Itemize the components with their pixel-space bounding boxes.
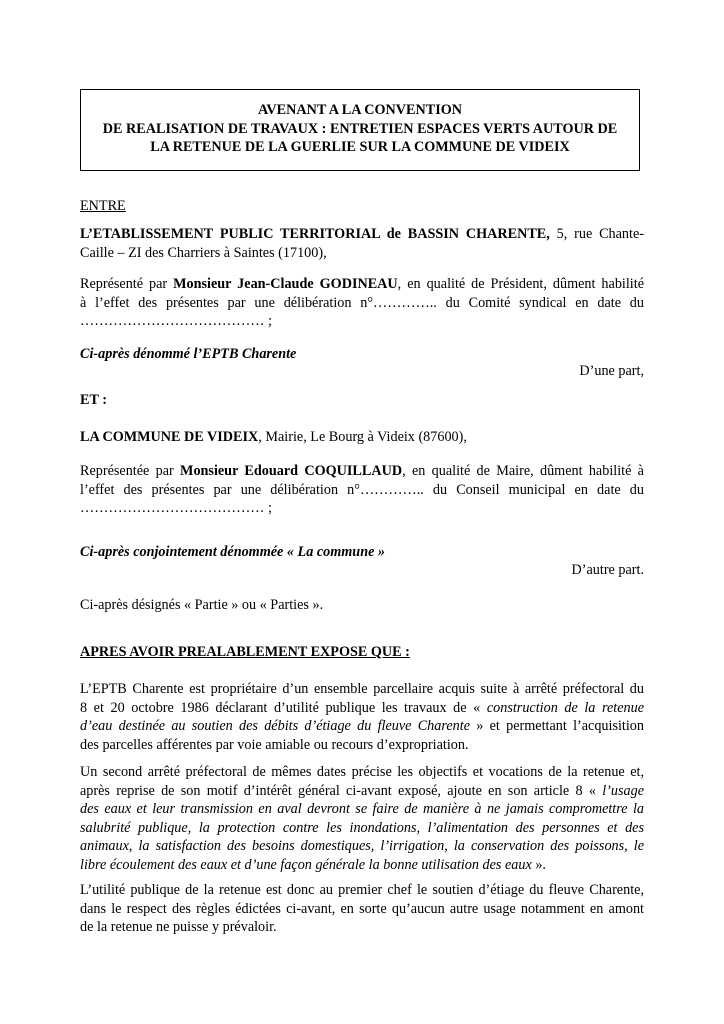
party1-representative: Représenté par Monsieur Jean-Claude GODINEAU, en qualité de Président, dûment habilité à l’effet des présentes par une délibération n°………….. du Comité syndical en date du ………………………………… ; xyxy=(80,276,644,330)
parties-note: Ci-après désignés « Partie » ou « Parties ». xyxy=(80,597,324,613)
party1-designation: Ci-après dénommé l’EPTB Charente xyxy=(80,346,297,362)
title-line-3: LA RETENUE DE LA GUERLIE SUR LA COMMUNE DE VIDEIX xyxy=(150,139,570,155)
title-line-2: DE REALISATION DE TRAVAUX : ENTRETIEN ESPACES VERTS AUTOUR DE xyxy=(102,120,618,137)
party2-block xyxy=(80,428,644,447)
party1-address-a: 5, rue Chante- xyxy=(549,226,644,242)
party1-address-b: Caille – ZI des Charriers à Saintes (17100), xyxy=(80,244,327,261)
party1-name: L’ETABLISSEMENT PUBLIC TERRITORIAL de BASSIN CHARENTE, xyxy=(80,226,550,242)
party2-rep-name: Monsieur Edouard COQUILLAUD xyxy=(180,463,403,479)
title-line-1: AVENANT A LA CONVENTION xyxy=(257,102,463,118)
party1-block xyxy=(80,225,644,262)
party2-representative: Représentée par Monsieur Edouard COQUILLAUD, en qualité de Maire, dûment habilité à l’effet des présentes par une délibération n°………….. du Conseil municipal en date du ………………………………… ; xyxy=(80,463,644,517)
party2-designation: Ci-après conjointement dénommée « La commune » xyxy=(80,544,386,560)
party2-side: D’autre part. xyxy=(571,562,644,578)
title-box xyxy=(80,89,640,171)
party2-name: LA COMMUNE DE VIDEIX xyxy=(80,429,259,445)
paragraph-2: Un second arrêté préfectoral de mêmes dates précise les objectifs et vocations de la retenue et, après reprise de son motif d’intérêt général ci-avant exposé, ajoute en son article 8 « l’usage des eaux et leur transmission en aval devront se faire de manière à ne jamais compromettre la salubrité publique, la protection contre les inondations, l’alimentation des personnes et des animaux, la satisfaction des besoins domestiques, l’irrigation, la conservation des poissons, le libre écoulement des eaux et d’une façon générale la bonne utilisation des eaux ». xyxy=(80,764,644,873)
party1-rep-name: Monsieur Jean-Claude GODINEAU xyxy=(173,276,398,292)
party1-side: D’une part, xyxy=(579,363,644,379)
entre-label: ENTRE xyxy=(80,198,126,214)
paragraph-1: L’EPTB Charente est propriétaire d’un ensemble parcellaire acquis suite à arrêté préfectoral du 8 et 20 octobre 1986 déclarant d’utilité publique les travaux de « construction de la retenue d’eau destinée au soutien des débits d’étiage du fleuve Charente » et permettant l’acquisition des parcelles afférentes par voie amiable ou recours d’expropriation. xyxy=(80,681,644,753)
section-heading: APRES AVOIR PREALABLEMENT EXPOSE QUE : xyxy=(80,644,410,660)
paragraph-3: L’utilité publique de la retenue est donc au premier chef le soutien d’étiage du fleuve Charente, dans le respect des règles édictées ci-avant, en sorte qu’aucun autre usage notamment en amont de la retenue ne puisse y prévaloir. xyxy=(80,882,644,936)
party2-address: , Mairie, Le Bourg à Videix (87600), xyxy=(258,429,467,445)
et-label: ET : xyxy=(80,392,107,408)
